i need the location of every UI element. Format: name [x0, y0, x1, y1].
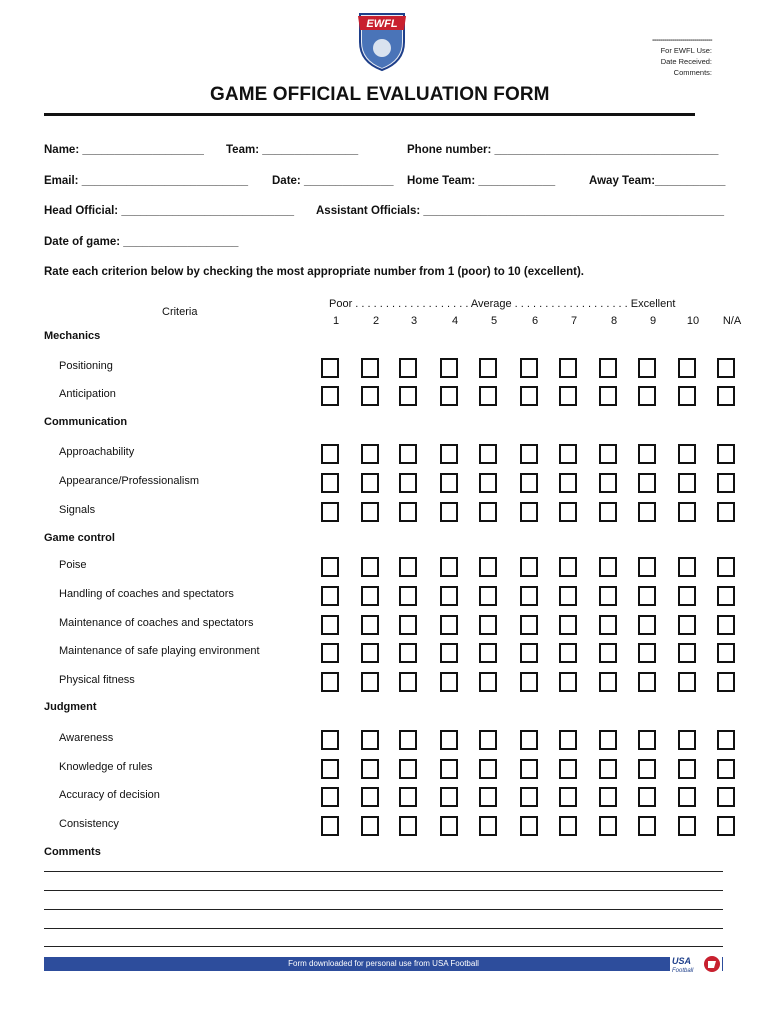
scale-number-na: N/A	[722, 315, 742, 327]
rating-checkbox-5[interactable]	[479, 816, 497, 836]
rating-checkbox-10[interactable]	[678, 615, 696, 635]
rating-checkbox-10[interactable]	[678, 444, 696, 464]
rating-checkbox-4[interactable]	[440, 643, 458, 663]
rating-checkbox-9[interactable]	[638, 615, 656, 635]
rating-checkbox-2[interactable]	[361, 444, 379, 464]
office-dashes: ------------------------------	[652, 35, 712, 44]
section-heading: Game control	[44, 532, 115, 544]
criterion-label: Accuracy of decision	[59, 789, 160, 801]
rating-checkbox-3[interactable]	[399, 730, 417, 750]
rating-checkbox-6[interactable]	[520, 502, 538, 522]
rating-checkbox-10[interactable]	[678, 787, 696, 807]
criterion-label: Poise	[59, 559, 87, 571]
rating-checkbox-4[interactable]	[440, 730, 458, 750]
rating-checkbox-6[interactable]	[520, 557, 538, 577]
rating-checkbox-2[interactable]	[361, 615, 379, 635]
rating-checkbox-8[interactable]	[599, 358, 617, 378]
rating-checkbox-4[interactable]	[440, 615, 458, 635]
rating-checkbox-3[interactable]	[399, 787, 417, 807]
rating-checkbox-5[interactable]	[479, 643, 497, 663]
scale-number-4: 4	[451, 315, 459, 327]
rating-checkbox-9[interactable]	[638, 787, 656, 807]
section-heading: Mechanics	[44, 330, 101, 342]
rating-checkbox-na[interactable]	[717, 444, 735, 464]
rating-checkbox-na[interactable]	[717, 358, 735, 378]
rating-checkbox-4[interactable]	[440, 444, 458, 464]
scale-number-7: 7	[570, 315, 578, 327]
rating-checkbox-2[interactable]	[361, 586, 379, 606]
rating-checkbox-6[interactable]	[520, 816, 538, 836]
rating-checkbox-9[interactable]	[638, 473, 656, 493]
rating-checkbox-3[interactable]	[399, 358, 417, 378]
date-field[interactable]: Date: ______________	[272, 175, 394, 187]
rating-checkbox-1[interactable]	[321, 586, 339, 606]
rating-checkbox-7[interactable]	[559, 672, 577, 692]
instruction-text: Rate each criterion below by checking the most appropriate number from 1 (poor) to 10 (excellent).	[44, 266, 584, 278]
rating-checkbox-1[interactable]	[321, 473, 339, 493]
assistant-officials-field[interactable]: Assistant Officials: _______________________________________________	[316, 205, 724, 217]
rating-checkbox-7[interactable]	[559, 444, 577, 464]
criterion-label: Anticipation	[59, 388, 116, 400]
scale-number-5: 5	[490, 315, 498, 327]
comment-line[interactable]	[44, 890, 723, 891]
criterion-label: Signals	[59, 504, 96, 516]
rating-checkbox-na[interactable]	[717, 643, 735, 663]
criterion-label: Physical fitness	[59, 674, 135, 686]
rating-checkbox-9[interactable]	[638, 358, 656, 378]
rating-checkbox-10[interactable]	[678, 386, 696, 406]
rating-checkbox-8[interactable]	[599, 502, 617, 522]
rating-checkbox-10[interactable]	[678, 557, 696, 577]
rating-checkbox-7[interactable]	[559, 473, 577, 493]
office-for-use: For EWFL Use:	[660, 46, 712, 55]
rating-checkbox-4[interactable]	[440, 386, 458, 406]
rating-checkbox-5[interactable]	[479, 759, 497, 779]
rating-checkbox-1[interactable]	[321, 615, 339, 635]
rating-checkbox-5[interactable]	[479, 557, 497, 577]
rating-checkbox-10[interactable]	[678, 502, 696, 522]
rating-checkbox-2[interactable]	[361, 502, 379, 522]
scale-label: Poor . . . . . . . . . . . . . . . . . . . Average . . . . . . . . . . . . . . . . . . . Excellent	[329, 298, 676, 310]
form-title: GAME OFFICIAL EVALUATION FORM	[210, 84, 550, 105]
rating-checkbox-1[interactable]	[321, 672, 339, 692]
rating-checkbox-8[interactable]	[599, 557, 617, 577]
rating-checkbox-7[interactable]	[559, 759, 577, 779]
rating-checkbox-5[interactable]	[479, 386, 497, 406]
rating-checkbox-4[interactable]	[440, 557, 458, 577]
rating-checkbox-9[interactable]	[638, 586, 656, 606]
rating-checkbox-na[interactable]	[717, 386, 735, 406]
rating-checkbox-8[interactable]	[599, 615, 617, 635]
section-heading: Judgment	[44, 701, 97, 713]
rating-checkbox-1[interactable]	[321, 643, 339, 663]
date-of-game-field[interactable]: Date of game: __________________	[44, 236, 239, 248]
rating-checkbox-9[interactable]	[638, 386, 656, 406]
rating-checkbox-1[interactable]	[321, 358, 339, 378]
rating-checkbox-3[interactable]	[399, 444, 417, 464]
rating-checkbox-2[interactable]	[361, 643, 379, 663]
rating-checkbox-2[interactable]	[361, 473, 379, 493]
criterion-label: Maintenance of safe playing environment	[59, 645, 260, 657]
rating-checkbox-5[interactable]	[479, 358, 497, 378]
rating-checkbox-2[interactable]	[361, 557, 379, 577]
svg-text:Football: Football	[672, 968, 694, 974]
criterion-label: Approachability	[59, 446, 135, 458]
rating-checkbox-6[interactable]	[520, 615, 538, 635]
rating-checkbox-9[interactable]	[638, 759, 656, 779]
rating-checkbox-9[interactable]	[638, 444, 656, 464]
footer-bar	[44, 957, 723, 971]
rating-checkbox-5[interactable]	[479, 473, 497, 493]
rating-checkbox-8[interactable]	[599, 787, 617, 807]
rating-checkbox-5[interactable]	[479, 444, 497, 464]
rating-checkbox-3[interactable]	[399, 557, 417, 577]
rating-checkbox-8[interactable]	[599, 643, 617, 663]
rating-checkbox-4[interactable]	[440, 502, 458, 522]
rating-checkbox-2[interactable]	[361, 816, 379, 836]
rating-checkbox-10[interactable]	[678, 358, 696, 378]
team-field[interactable]: Team: _______________	[226, 144, 359, 156]
rating-checkbox-6[interactable]	[520, 787, 538, 807]
rating-checkbox-1[interactable]	[321, 444, 339, 464]
rating-checkbox-10[interactable]	[678, 759, 696, 779]
footer-text: Form downloaded for personal use from USA Football	[288, 959, 479, 968]
rating-checkbox-6[interactable]	[520, 444, 538, 464]
rating-checkbox-3[interactable]	[399, 672, 417, 692]
rating-checkbox-3[interactable]	[399, 386, 417, 406]
comment-line[interactable]	[44, 928, 723, 929]
away-team-field[interactable]: Away Team:___________	[589, 175, 726, 187]
rating-checkbox-10[interactable]	[678, 816, 696, 836]
rating-checkbox-5[interactable]	[479, 672, 497, 692]
rating-checkbox-na[interactable]	[717, 557, 735, 577]
comment-line[interactable]	[44, 909, 723, 910]
rating-checkbox-6[interactable]	[520, 386, 538, 406]
rating-checkbox-5[interactable]	[479, 730, 497, 750]
rating-checkbox-1[interactable]	[321, 502, 339, 522]
rating-checkbox-5[interactable]	[479, 615, 497, 635]
rating-checkbox-3[interactable]	[399, 586, 417, 606]
rating-checkbox-8[interactable]	[599, 759, 617, 779]
comments-label: Comments	[44, 846, 101, 858]
rating-checkbox-6[interactable]	[520, 473, 538, 493]
rating-checkbox-2[interactable]	[361, 672, 379, 692]
rating-checkbox-1[interactable]	[321, 730, 339, 750]
rating-checkbox-na[interactable]	[717, 816, 735, 836]
rating-checkbox-8[interactable]	[599, 730, 617, 750]
rating-checkbox-2[interactable]	[361, 386, 379, 406]
rating-checkbox-9[interactable]	[638, 816, 656, 836]
rating-checkbox-8[interactable]	[599, 672, 617, 692]
scale-number-10: 10	[686, 315, 700, 327]
criterion-label: Maintenance of coaches and spectators	[59, 617, 254, 629]
rating-checkbox-4[interactable]	[440, 816, 458, 836]
rating-checkbox-na[interactable]	[717, 759, 735, 779]
criterion-label: Consistency	[59, 818, 119, 830]
logo-text: EWFL	[366, 18, 398, 30]
rating-checkbox-4[interactable]	[440, 672, 458, 692]
office-use-block	[652, 34, 712, 78]
rating-checkbox-3[interactable]	[399, 759, 417, 779]
rating-checkbox-3[interactable]	[399, 816, 417, 836]
home-team-field[interactable]: Home Team: ____________	[407, 175, 556, 187]
rating-checkbox-6[interactable]	[520, 643, 538, 663]
rating-checkbox-3[interactable]	[399, 643, 417, 663]
title-rule	[44, 113, 695, 116]
rating-checkbox-2[interactable]	[361, 730, 379, 750]
rating-checkbox-8[interactable]	[599, 444, 617, 464]
comment-line[interactable]	[44, 871, 723, 872]
rating-checkbox-9[interactable]	[638, 557, 656, 577]
rating-checkbox-7[interactable]	[559, 358, 577, 378]
rating-checkbox-10[interactable]	[678, 643, 696, 663]
rating-checkbox-10[interactable]	[678, 730, 696, 750]
scale-number-6: 6	[531, 315, 539, 327]
rating-checkbox-1[interactable]	[321, 787, 339, 807]
usa-football-logo	[670, 953, 722, 975]
rating-checkbox-9[interactable]	[638, 672, 656, 692]
rating-checkbox-7[interactable]	[559, 730, 577, 750]
rating-checkbox-na[interactable]	[717, 787, 735, 807]
rating-checkbox-2[interactable]	[361, 358, 379, 378]
head-official-field[interactable]: Head Official: ___________________________	[44, 205, 295, 217]
email-field[interactable]: Email: __________________________	[44, 175, 248, 187]
rating-checkbox-na[interactable]	[717, 502, 735, 522]
rating-checkbox-6[interactable]	[520, 730, 538, 750]
criteria-label: Criteria	[162, 306, 198, 318]
rating-checkbox-4[interactable]	[440, 473, 458, 493]
rating-checkbox-1[interactable]	[321, 557, 339, 577]
name-field[interactable]: Name: ___________________	[44, 144, 204, 156]
scale-number-3: 3	[410, 315, 418, 327]
rating-checkbox-4[interactable]	[440, 358, 458, 378]
rating-checkbox-2[interactable]	[361, 787, 379, 807]
rating-checkbox-6[interactable]	[520, 759, 538, 779]
rating-checkbox-7[interactable]	[559, 787, 577, 807]
rating-checkbox-1[interactable]	[321, 816, 339, 836]
rating-checkbox-10[interactable]	[678, 672, 696, 692]
criterion-label: Handling of coaches and spectators	[59, 588, 234, 600]
rating-checkbox-na[interactable]	[717, 672, 735, 692]
rating-checkbox-2[interactable]	[361, 759, 379, 779]
section-heading: Communication	[44, 416, 128, 428]
rating-checkbox-4[interactable]	[440, 787, 458, 807]
rating-checkbox-5[interactable]	[479, 586, 497, 606]
rating-checkbox-na[interactable]	[717, 730, 735, 750]
rating-checkbox-9[interactable]	[638, 502, 656, 522]
rating-checkbox-4[interactable]	[440, 759, 458, 779]
scale-number-8: 8	[610, 315, 618, 327]
rating-checkbox-8[interactable]	[599, 586, 617, 606]
office-comments: Comments:	[673, 68, 712, 77]
rating-checkbox-8[interactable]	[599, 386, 617, 406]
rating-checkbox-6[interactable]	[520, 672, 538, 692]
office-date-received: Date Received:	[660, 57, 712, 66]
rating-checkbox-3[interactable]	[399, 502, 417, 522]
rating-checkbox-8[interactable]	[599, 816, 617, 836]
rating-checkbox-7[interactable]	[559, 557, 577, 577]
rating-checkbox-5[interactable]	[479, 787, 497, 807]
rating-checkbox-1[interactable]	[321, 386, 339, 406]
scale-number-9: 9	[649, 315, 657, 327]
rating-checkbox-na[interactable]	[717, 586, 735, 606]
rating-checkbox-na[interactable]	[717, 615, 735, 635]
rating-checkbox-7[interactable]	[559, 586, 577, 606]
rating-checkbox-5[interactable]	[479, 502, 497, 522]
scale-number-1: 1	[332, 315, 340, 327]
criterion-label: Appearance/Professionalism	[59, 475, 200, 487]
rating-checkbox-9[interactable]	[638, 643, 656, 663]
rating-checkbox-7[interactable]	[559, 816, 577, 836]
comment-line[interactable]	[44, 946, 723, 947]
scale-number-2: 2	[372, 315, 380, 327]
svg-text:USA: USA	[672, 956, 692, 966]
rating-checkbox-7[interactable]	[559, 502, 577, 522]
rating-checkbox-7[interactable]	[559, 386, 577, 406]
rating-checkbox-6[interactable]	[520, 358, 538, 378]
rating-checkbox-7[interactable]	[559, 615, 577, 635]
rating-checkbox-9[interactable]	[638, 730, 656, 750]
rating-checkbox-3[interactable]	[399, 473, 417, 493]
rating-checkbox-7[interactable]	[559, 643, 577, 663]
ewfl-shield-logo	[356, 8, 408, 72]
rating-checkbox-4[interactable]	[440, 586, 458, 606]
rating-checkbox-na[interactable]	[717, 473, 735, 493]
rating-checkbox-10[interactable]	[678, 586, 696, 606]
rating-checkbox-6[interactable]	[520, 586, 538, 606]
rating-checkbox-8[interactable]	[599, 473, 617, 493]
criterion-label: Positioning	[59, 360, 113, 372]
criterion-label: Awareness	[59, 732, 114, 744]
rating-checkbox-1[interactable]	[321, 759, 339, 779]
rating-checkbox-3[interactable]	[399, 615, 417, 635]
rating-checkbox-10[interactable]	[678, 473, 696, 493]
phone-field[interactable]: Phone number: ___________________________________	[407, 144, 719, 156]
criterion-label: Knowledge of rules	[59, 761, 153, 773]
